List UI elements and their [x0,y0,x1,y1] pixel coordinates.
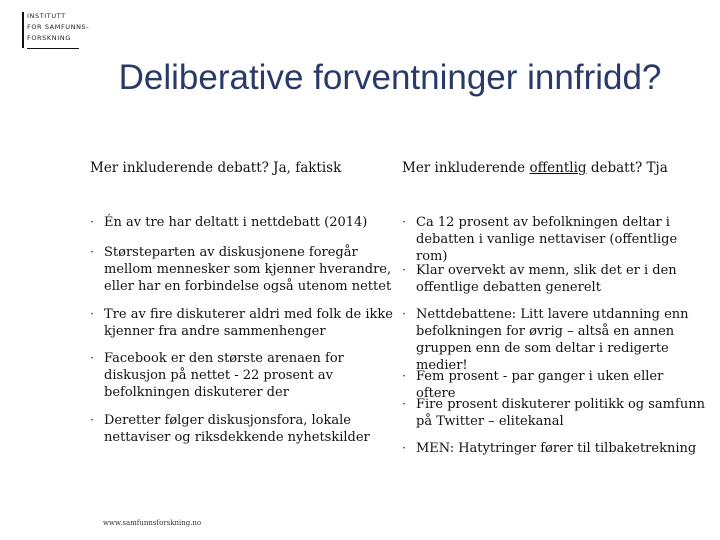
list-item: · Fem prosent - par ganger i uken eller oftere [400,368,706,402]
right-heading-post: debatt? Tja [586,160,668,176]
list-item: · Størsteparten av diskusjonene foregår mellom mennesker som kjenner hverandre, eller har en forbindelse også utenom nettet [88,244,394,295]
list-item: · Klar overvekt av menn, slik det er i den offentlige debatten generelt [400,262,706,296]
footer-url: www.samfunnsforskning.no [103,519,202,527]
list-item: · Ca 12 prosent av befolkningen deltar i debatten i vanlige nettaviser (offentlige rom) [400,214,706,265]
list-item: · Deretter følger diskusjonsfora, lokale nettaviser og riksdekkende nyhetskilder [88,412,394,446]
logo-line-1: INSTITUTT [27,12,66,20]
list-item: · Facebook er den største arenaen for diskusjon på nettet - 22 prosent av befolkningen diskuterer der [88,350,394,401]
right-column-heading [402,160,668,176]
logo-line-3: FORSKNING [27,34,71,42]
list-item: · Én av tre har deltatt i nettdebatt (2014) [88,214,394,231]
logo-line-2: FOR SAMFUNNS- [27,23,90,31]
slide-title: Deliberative forventninger innfridd? [118,58,662,97]
list-item: · Fire prosent diskuterer politikk og samfunn på Twitter – elitekanal [400,396,706,430]
right-heading-pre: Mer inkluderende [402,160,530,176]
left-column-heading: Mer inkluderende debatt? Ja, faktisk [90,160,342,176]
logo-bar [22,12,24,48]
right-heading-underlined: offentlig [529,160,587,176]
institute-logo [22,10,88,48]
logo-rule [27,48,79,49]
list-item: · MEN: Hatytringer fører til tilbaketrekning [400,440,706,457]
list-item: · Tre av fire diskuterer aldri med folk de ikke kjenner fra andre sammenhenger [88,306,394,340]
list-item: · Nettdebattene: Litt lavere utdanning enn befolkningen for øvrig – altså en annen gruppen enn de som deltar i redigerte medier! [400,306,706,374]
